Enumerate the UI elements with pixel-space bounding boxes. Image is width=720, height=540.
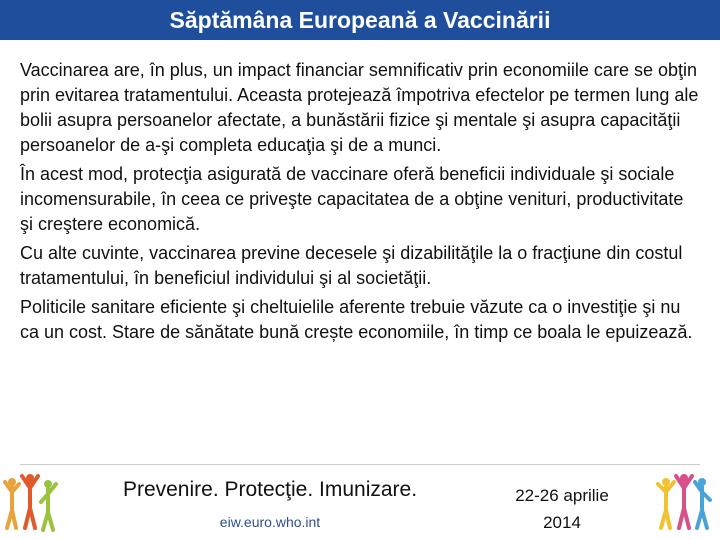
footer-slogan-block xyxy=(60,478,480,530)
paragraph-3: Cu alte cuvinte, vaccinarea previne decesele şi dizabilităţile la o fracţiune din costul tratamentului, în beneficiul individului şi al societăţii. xyxy=(20,243,683,288)
footer-divider xyxy=(20,464,700,465)
event-year: 2014 xyxy=(543,513,581,532)
slide-title: Săptămâna Europeană a Vaccinării xyxy=(0,0,720,40)
people-group-left-icon xyxy=(2,470,60,540)
paragraph-4: Politicile sanitare eficiente şi cheltuielile aferente trebuie văzute ca o investiţie şi nu ca un cost. Stare de sănătate bună crește economiile, în timp ce boala le epuizează. xyxy=(20,297,693,342)
campaign-slogan: Prevenire. Protecţie. Imunizare. xyxy=(122,478,418,501)
paragraph-1: Vaccinarea are, în plus, un impact financiar semnificativ prin economiile care se obţin prin evitarea tratamentului. Aceasta protejează împotriva efectelor pe termen lung ale bolii asupra persoanelor afectate, a bunăstării fizice şi mentale şi asupra capacităţii persoanelor de a-şi completa educaţia şi de a munci. xyxy=(20,60,699,155)
paragraph-2: În acest mod, protecţia asigurată de vaccinare oferă beneficii individuale şi sociale incomensurabile, în ceea ce priveşte capacitatea de a obţine venituri, productivitate şi creştere economică. xyxy=(20,164,684,234)
event-dates xyxy=(492,482,632,536)
people-group-right-icon xyxy=(654,470,716,540)
event-date-range: 22-26 aprilie xyxy=(515,486,609,505)
slide-body xyxy=(20,58,700,349)
campaign-url-link[interactable]: eiw.euro.who.int xyxy=(219,514,321,530)
